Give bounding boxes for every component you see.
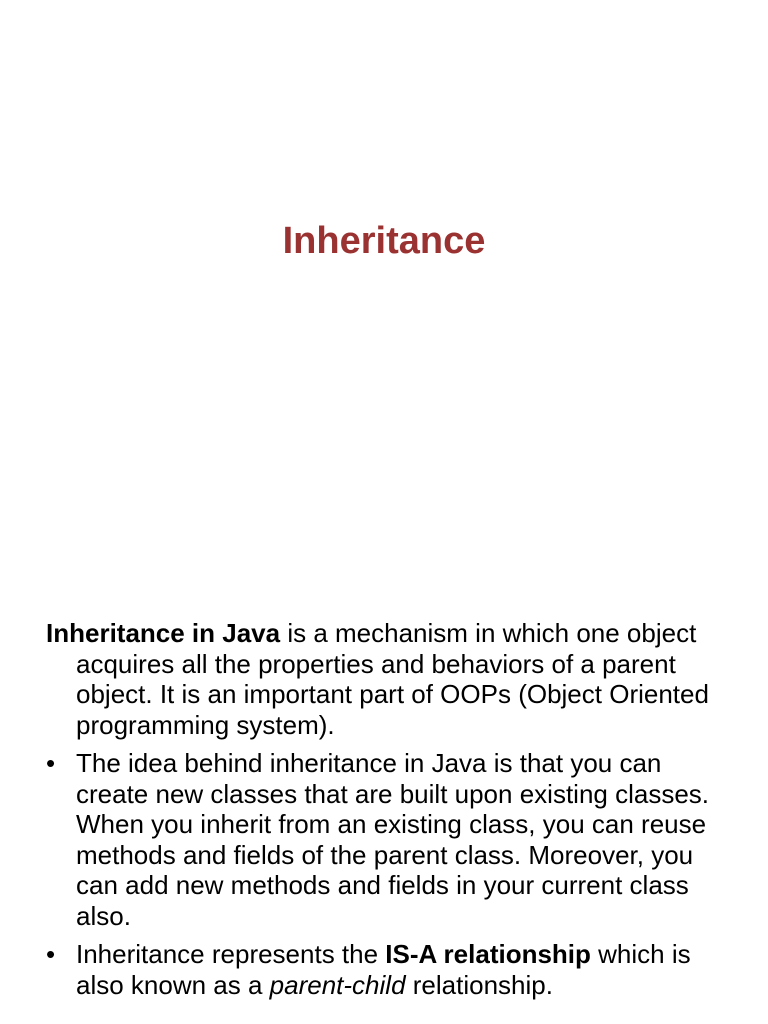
bullet-bold-term: IS-A relationship — [385, 939, 591, 969]
bullet-italic-term: parent-child — [269, 969, 406, 1000]
intro-text: is a mechanism in which one object acquires all the properties and behaviors of a parent object. It is an important part of OOPs (Object Oriented programming system). — [76, 618, 709, 740]
bullet-text-after: relationship. — [405, 969, 553, 1000]
bullet-marker: • — [46, 748, 56, 778]
bullet-text: The idea behind inheritance in Java is that you can create new classes that are built upon existing classes. When you inherit from an existing class, you can reuse methods and fields of the parent class. Moreover, you can add new methods and fields in your current class also. — [76, 748, 710, 931]
bullet-item — [46, 939, 726, 1000]
intro-term: Inheritance in Java — [46, 618, 281, 648]
slide-body — [46, 618, 726, 1008]
slide-title: Inheritance — [282, 220, 486, 262]
bullet-marker: • — [46, 939, 56, 969]
bullet-text-middle: which is also known as a — [76, 939, 691, 1000]
intro-paragraph — [46, 618, 726, 740]
bullet-item — [46, 748, 726, 931]
bullet-text-before: Inheritance represents the — [76, 939, 386, 969]
